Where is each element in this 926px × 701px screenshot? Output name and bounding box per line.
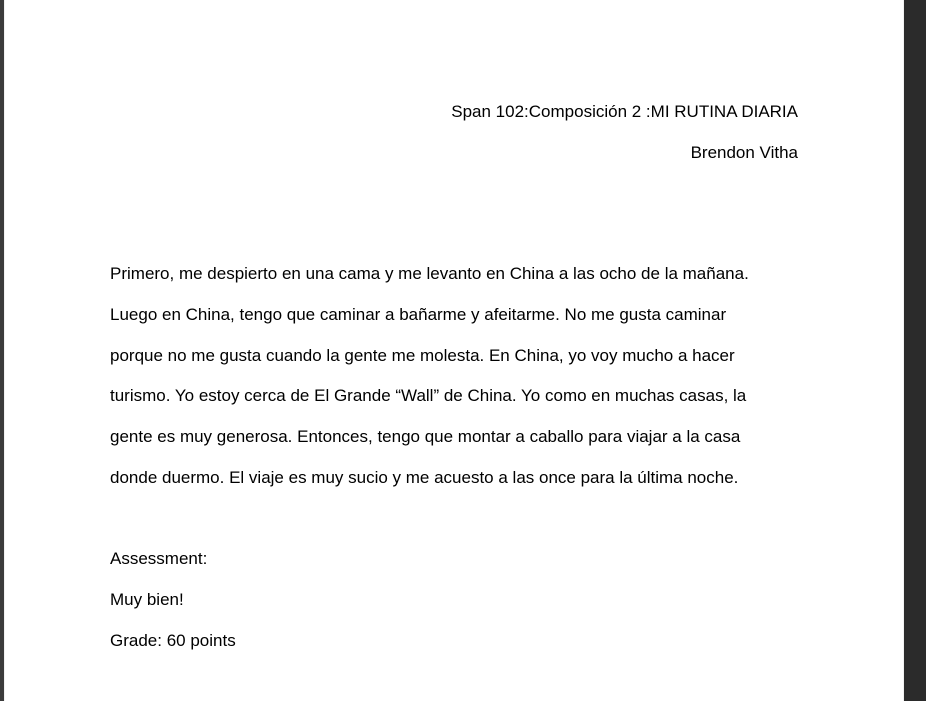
body-line: Luego en China, tengo que caminar a bañarme y afeitarme. No me gusta caminar: [110, 304, 727, 324]
body-line: porque no me gusta cuando la gente me molesta. En China, yo voy mucho a hacer: [110, 345, 735, 365]
document-title: Span 102:Composición 2 :MI RUTINA DIARIA: [451, 102, 798, 121]
assessment-grade: Grade: 60 points: [110, 630, 236, 650]
body-line: Primero, me despierto en una cama y me levanto en China a las ocho de la mañana.: [110, 264, 749, 283]
assessment-comment: Muy bien!: [110, 589, 184, 609]
author-name: Brendon Vitha: [690, 143, 798, 162]
assessment-label: Assessment:: [110, 549, 208, 568]
assessment-section: [110, 548, 236, 670]
viewer-left-border: [0, 0, 4, 701]
document-page: [5, 0, 903, 701]
body-line: donde duermo. El viaje es muy sucio y me acuesto a las once para la última noche.: [110, 467, 739, 487]
composition-body: [110, 263, 810, 508]
body-line: gente es muy generosa. Entonces, tengo que montar a caballo para viajar a la casa: [110, 427, 741, 447]
viewer-scrollbar-area[interactable]: [904, 0, 926, 701]
body-line: turismo. Yo estoy cerca de El Grande “Wall” de China. Yo como en muchas casas, la: [110, 386, 747, 406]
